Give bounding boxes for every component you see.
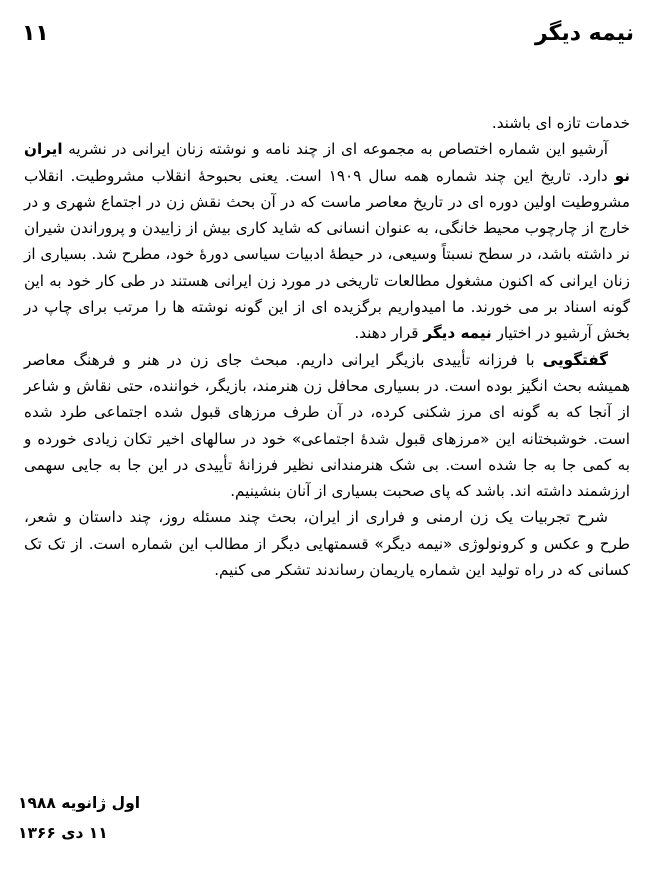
interview-keyword: گفتگویی	[542, 350, 608, 369]
archive-text-middle: دارد. تاریخ این چند شماره همه سال ۱۹۰۹ است. یعنی بحبوحهٔ انقلاب مشروطیت. انقلاب مشروطیت اولین دوره ای در تاریخ معاصر ماست که در آن بحث نقش زن در اجتماع شهری و در خارج از چارچوب محیط خانگی، به عنوان انسانی که شاید کاری بیش از زاییدن و پروراندن شیران نر داشته باشد، در سطح نسبتاً وسیعی، در حیطهٔ ادبیات سیاسی دورهٔ خود، مطرح شد. بسیاری از زنان ایرانی که اکنون مشغول مطالعات تاریخی در مورد زن ایرانی هستند در طی کار خود به این گونه اسناد بر می خورند. ما امیدواریم برگزیده ای از این گونه نوشته ها را مرتب برای چاپ در بخش آرشیو در اختیار	[24, 166, 630, 343]
journal-name-nimeh-digar: نیمه دیگر	[423, 324, 492, 343]
editorial-body	[24, 110, 630, 583]
paragraph-contents: شرح تجربیات یک زن ارمنی و فراری از ایران، بحث چند مسئله روز، چند داستان و شعر، طرح و عکس و کرونولوژی «نیمه دیگر» قسمتهایی دیگر از مطالب این شماره است. از تک تک کسانی که در راه تولید این شماره یاریمان رساندند تشکر می کنیم.	[24, 508, 630, 580]
running-title: نیمه دیگر	[534, 20, 634, 46]
archive-text-end: قرار دهند.	[354, 324, 424, 343]
paragraph-intro-tail: خدمات تازه ای باشند.	[491, 114, 630, 132]
page-number: ۱۱	[22, 20, 49, 46]
date-persian: ۱۱ دی ۱۳۶۶	[18, 824, 108, 842]
archive-text-start: آرشیو این شماره اختصاص به مجموعه ای از چند نامه و نوشته زنان ایرانی در نشریه	[62, 140, 608, 159]
publication-name-iran-no: ایران نو	[24, 140, 630, 185]
date-gregorian: اول ژانویه ۱۹۸۸	[18, 794, 141, 812]
signoff	[18, 788, 140, 848]
interview-text: با فرزانه تأییدی بازیگر ایرانی داریم. مبحث جای زن در هنر و فرهنگ معاصر همیشه بحث انگیز بوده است. در بسیاری محافل زن هنرمند، بازیگر، خواننده، حتی نقاش و شاعر از آنجا که به گونه ای مرز شکنی کرده، در آن طرف مرزهای قبول شده اجتماعی طرد شده است. خوشبختانه این «مرزهای قبول شدهٔ اجتماعی» خود در سالهای اخیر تکان زیادی خورده و به کمی جا به جا شده است. بی شک هنرمندانی نظیر فرزانهٔ تأییدی در این جا به جایی سهمی ارزشمند داشته اند. باشد که پای صحبت بسیاری از آنان بنشینیم.	[24, 350, 630, 501]
paragraph-archive	[24, 136, 630, 346]
paragraph-interview	[24, 347, 630, 505]
page-header	[22, 16, 634, 50]
